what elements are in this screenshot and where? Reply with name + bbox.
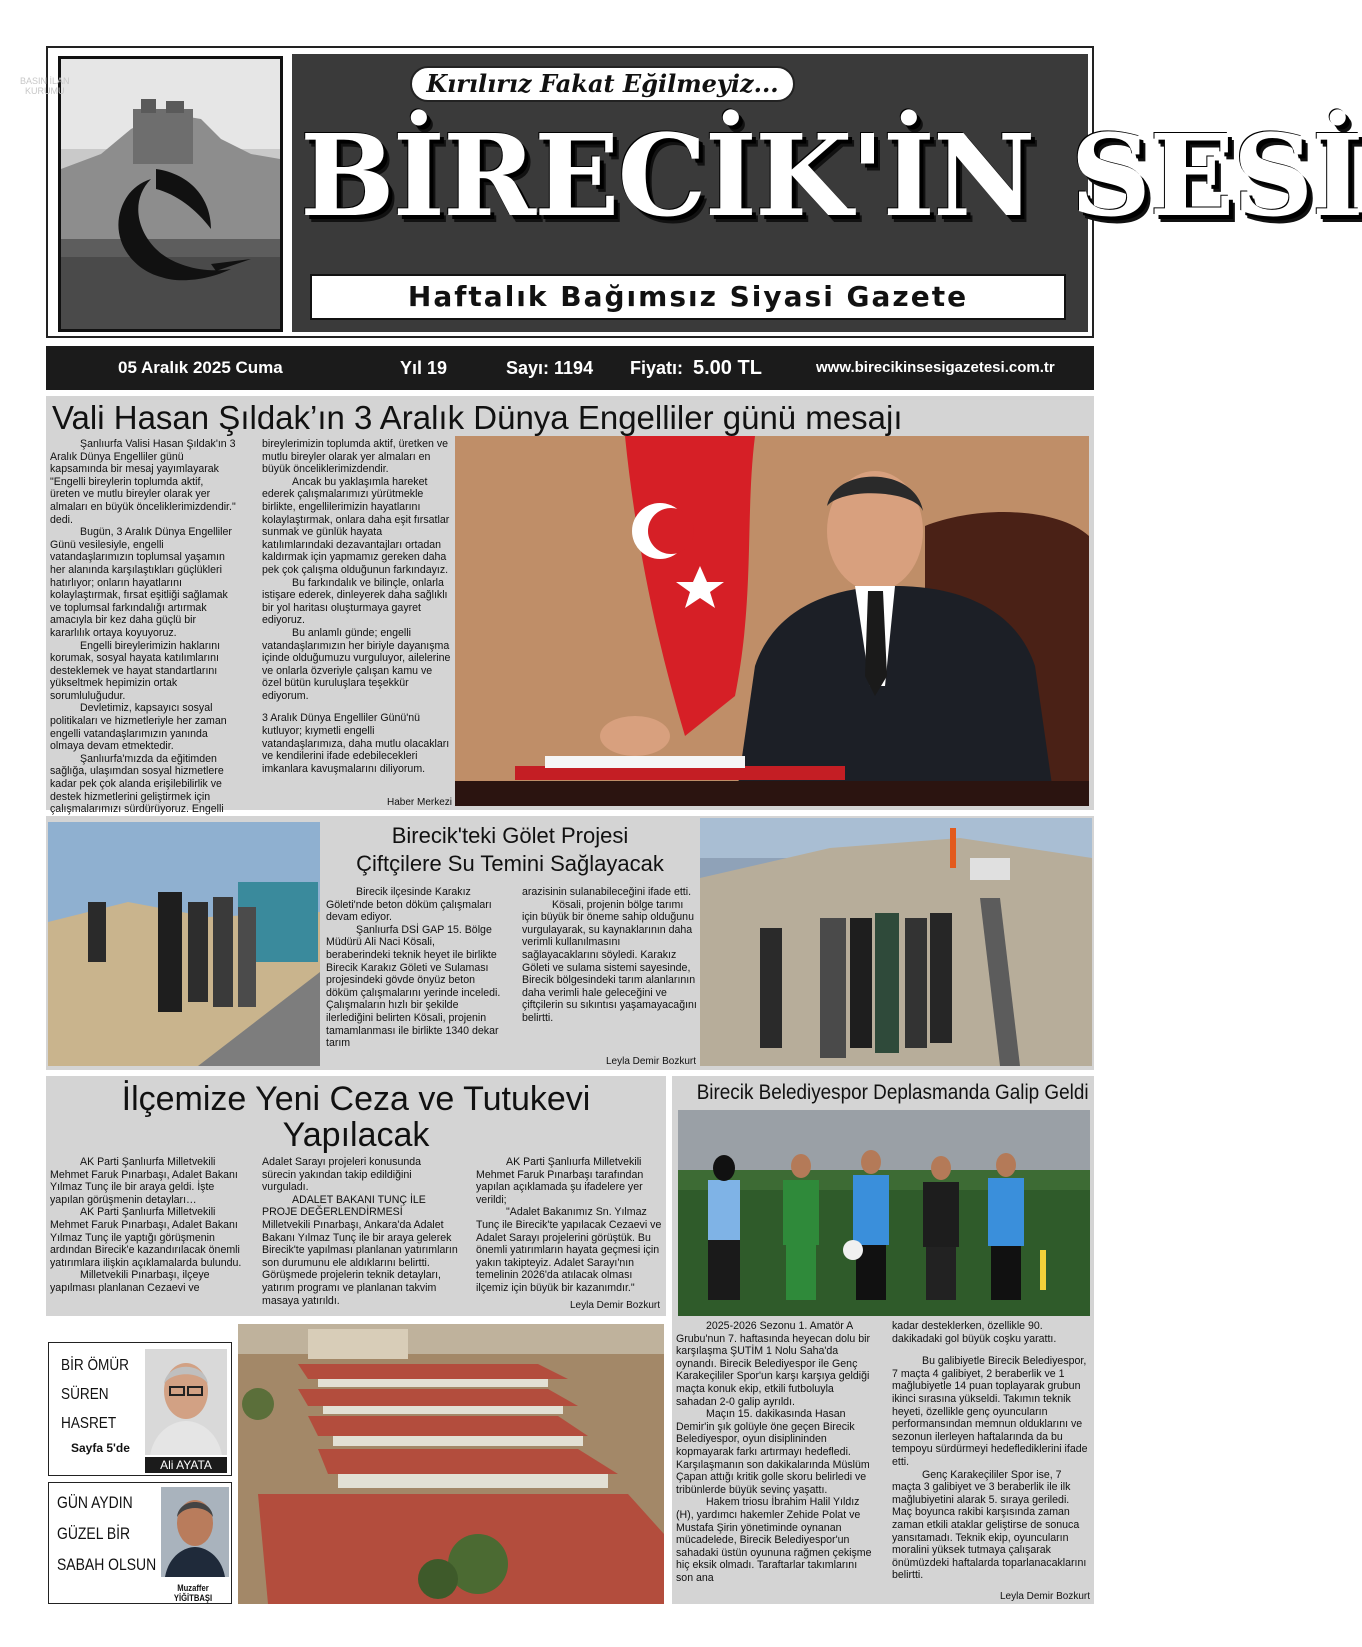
- masthead-logo-photo: [58, 56, 283, 332]
- paragraph: Şanlıurfa Valisi Hasan Şıldak'ın 3 Aralık Dünya Engelliler günü kapsamında bir mesaj yayımlayarak "Engelli bireylerin toplumda aktif, üreten ve mutlu bireyler olarak yer almaları en büyük önceliklerimizdendir." dedi.: [50, 438, 236, 526]
- article-governor-column-1: [50, 438, 236, 816]
- columnist-ayata-name: Ali AYATA: [145, 1457, 227, 1473]
- columnist-yigitbasi-avatar: [161, 1487, 229, 1577]
- masthead-slogan: Kırılırız Fakat Eğilmeyiz...: [410, 66, 795, 102]
- aerial-campus-illustration: [238, 1324, 664, 1604]
- paragraph: Birecik ilçesinde Karakız Göleti'nde beton döküm çalışmaları devam ediyor.: [326, 886, 492, 924]
- paragraph: Milletvekili Pınarbaşı, Ankara'da Adalet Bakanı Yılmaz Tunç ile bir araya gelerek Birecik'te yapılması planlanan yatırımların son durumunu ele aldıklarını belirtti. Görüşmede projelerin teknik detayları, yatırım programı ve planlanan takvim masaya yatırıldı.: [262, 1218, 458, 1307]
- paragraph: 2025-2026 Sezonu 1. Amatör A Grubu'nun 7. haftasında heyecan dolu bir karşılaşma ŞUTİM 1 Nolu Saha'da oynandı. Birecik Belediyespor ile Genç Karakeçililer Spor'un karşı karşıya geldiği maçta konuk ekip, etkili futboluyla sahadan 2-0 galip ayrıldı.: [676, 1320, 871, 1408]
- pond-construction-illustration: [700, 818, 1092, 1066]
- pond-visit-illustration: [48, 822, 320, 1066]
- article-prison-column-3: [476, 1156, 662, 1296]
- paragraph: Şanlıurfa DSİ GAP 15. Bölge Müdürü Ali Naci Kösali, beraberindeki teknik heyet ile birlikte Birecik Karakız Göleti ve Sulaması projesindeki gövde önyüz beton döküm çalışmalarını yerinde inceledi. Çalışmaların hızlı bir şekilde ilerlediğini belirten Kösali, projenin tamamlanması ile birlikte 1340 dekar tarım: [326, 923, 501, 1050]
- governor-portrait-illustration: [455, 436, 1089, 806]
- paragraph: AK Parti Şanlıurfa Milletvekili Mehmet Faruk Pınarbaşı tarafından yapılan açıklamada şu ifadelere yer verildi;: [476, 1156, 644, 1206]
- castle-stork-illustration: [61, 59, 280, 329]
- article-pond-column-2: [522, 886, 698, 1052]
- article-governor-headline: Vali Hasan Şıldak’ın 3 Aralık Dünya Engelliler günü mesajı: [52, 399, 903, 436]
- paragraph: AK Parti Şanlıurfa Milletvekili Mehmet Faruk Pınarbaşı, Adalet Bakanı Yılmaz Tunç ile bir araya geldi. İşte yapılan görüşmenin detayları…: [50, 1156, 238, 1206]
- article-prison-headline-2: Yapılacak: [282, 1116, 430, 1154]
- title-line: BİR ÖMÜR: [61, 1357, 129, 1374]
- columnist-yigitbasi-title: [57, 1487, 156, 1580]
- issue-price: 5.00 TL: [693, 357, 762, 379]
- article-prison-column-1: [50, 1156, 246, 1312]
- paragraph: AK Parti Şanlıurfa Milletvekili Mehmet Faruk Pınarbaşı, Adalet Bakanı Yılmaz Tunç ile yaptığı görüşmenin ardından Birecik'e kazandırılacak önemli yatırımlara ilişkin açıklamalarda bulundu.: [50, 1206, 242, 1269]
- paragraph: kadar desteklerken, özellikle 90. dakikadaki gol büyük coşku yarattı.: [892, 1320, 1057, 1345]
- paragraph: Kösali, projenin bölge tarımı için büyük bir öneme sahip olduğunu vurgulayarak, su kaynaklarının daha verimli kullanılmasını sağlayacaklarını söyledi. Karakız Göleti ve sulama sistemi sayesinde, Birecik bölgesindeki tarım alanlarının daha verimli hale geleceğini ve çiftçilerin su sıkıntısı yaşamayacağını belirtti.: [522, 898, 697, 1024]
- title-line: SABAH OLSUN: [57, 1555, 157, 1574]
- pond-visit-photo-left: [48, 822, 320, 1066]
- avatar-illustration: [145, 1349, 227, 1455]
- paragraph: Bu galibiyetle Birecik Belediyespor, 7 maçta 4 galibiyet, 2 beraberlik ve 1 mağlubiyetle 14 puan toplayarak grubun ikinci sırasına yükseldi. Takımın teknik heyeti, özellikle genç oyuncuların performansından memnun olduklarını ve sezonun ilerleyen haftalarında da bu tempoyu sürdürmeyi hedeflediklerini ifade etti.: [892, 1355, 1088, 1468]
- article-pond-column-1: [326, 886, 502, 1068]
- article-sport-byline: Leyla Demir Bozkurt: [999, 1591, 1090, 1602]
- paragraph: Genç Karakeçililer Spor ise, 7 maçta 3 galibiyet ve 3 beraberlik ile ilk mağlubiyetini alarak 5. sıraya geriledi. Maç boyunca rakibi karşısında zaman zaman etkili ataklar geliştirse de sonuca yansıtamadı. Teknik ekip, oyuncuların moralini yüksek tutmaya çalışarak önümüzdeki haftalarda toparlanacaklarını belirtti.: [892, 1468, 1087, 1582]
- paragraph: Bu farkındalık ve bilinçle, onlarla istişare ederek, dinleyerek daha sağlıklı bir yol haritası oluşturmaya gayret ediyoruz.: [262, 576, 448, 627]
- paragraph: 3 Aralık Dünya Engelliler Günü'nü kutluyor; kıymetli engelli vatandaşlarımıza, daha mutlu olacakları ve kendilerini ifade edebilecekleri imkanlara kavuşmalarını diliyorum.: [262, 712, 450, 775]
- article-prison-byline: Leyla Demir Bozkurt: [569, 1300, 660, 1311]
- columnist-box-ayata[interactable]: [48, 1342, 232, 1476]
- newspaper-name: BİRECİK'İN SESİ: [300, 111, 1362, 242]
- columnist-ayata-page-ref: Sayfa 5'de: [71, 1441, 130, 1455]
- issue-year: Yıl 19: [400, 358, 448, 378]
- article-pond-headline-1: Birecik'teki Gölet Projesi: [391, 823, 629, 848]
- watermark-line: BASIN İLAN: [20, 76, 70, 86]
- paragraph: Devletimiz, kapsayıcı sosyal politikaları ve hizmetleriyle her zaman engelli vatandaşlarımızın yanında olmaya devam etmektedir.: [50, 702, 227, 753]
- paragraph: Engelli bireylerimizin haklarını korumak, sosyal hayata katılımlarını desteklemek ve hayat standartlarını yükseltmek hepimizin ortak sorumluluğudur.: [50, 639, 221, 702]
- issue-number: Sayı: 1194: [506, 358, 594, 378]
- paragraph: "Adalet Bakanımız Sn. Yılmaz Tunç ile Birecik'te yapılacak Cezaevi ve Adalet Sarayı projelerini görüştük. Bu önemli yatırımların hayata geçmesi için yakın takipteyiz. Adalet Sarayı'nın temelinin 2026'da atılacak olması ilçemiz için büyük bir kazanımdır.": [476, 1206, 662, 1294]
- watermark-line: KURUMU: [25, 86, 65, 96]
- team-photo: [678, 1110, 1090, 1316]
- paragraph: Şanlıurfa'mızda da eğitimden sağlığa, ulaşımdan sosyal hizmetlere kadar pek çok alanda erişilebilirlik ve destek hizmetlerini geliştirmek için çalışmalarımızı sürdürüyoruz. Engelli: [50, 752, 224, 816]
- masthead-tagline: Haftalık Bağımsız Siyasi Gazete: [310, 274, 1066, 320]
- title-line: GÜZEL BİR: [57, 1524, 131, 1543]
- price-label: Fiyatı:: [630, 358, 684, 378]
- article-pond-byline: Leyla Demir Bozkurt: [605, 1056, 696, 1067]
- columnist-yigitbasi-name: Muzaffer YİĞİTBAŞI: [173, 1583, 213, 1603]
- paragraph: Milletvekili Pınarbaşı, ilçeye yapılması planlanan Cezaevi ve: [50, 1269, 210, 1294]
- avatar-illustration: [161, 1487, 229, 1577]
- website-link[interactable]: www.birecikinsesigazetesi.com.tr: [816, 359, 1055, 376]
- article-governor-byline: Haber Merkezi: [386, 797, 452, 808]
- paragraph: Bu anlamlı günde; engelli vatandaşlarımızın her biriyle dayanışma içinde olduğumuzu vurguluyor, ailelerine ve onlarla özveriyle çalışan kamu ve özel bütün kuruluşlara teşekkür ediyorum.: [262, 626, 451, 702]
- columnist-box-yigitbasi[interactable]: [48, 1482, 232, 1604]
- article-sport-column-2: [892, 1320, 1090, 1588]
- paragraph: arazisinin sulanabileceğini ifade etti.: [522, 886, 692, 898]
- paragraph: ADALET BAKANI TUNÇ İLE PROJE DEĞERLENDİRMESİ: [262, 1193, 426, 1219]
- article-prison-headline-1: İlçemize Yeni Ceza ve Tutukevi: [121, 1080, 591, 1118]
- issue-date: 05 Aralık 2025 Cuma: [118, 358, 283, 377]
- article-pond-headline-2: Çiftçilere Su Temini Sağlayacak: [356, 851, 664, 876]
- paragraph: Hakem triosu İbrahim Halil Yıldız (H), yardımcı hakemler Zehide Polat ve Mustafa Şirin yönetiminde oynanan mücadelede, Birecik Belediyespor'un sahadaki üstün oyununa rağmen çekişme hiç eksik olmadı. Taraftarlar takımlarını son ana: [676, 1496, 872, 1584]
- watermark: [20, 76, 70, 96]
- columnist-ayata-avatar: [145, 1349, 227, 1455]
- article-sport-column-1: [676, 1320, 876, 1604]
- columnist-ayata-title: [61, 1351, 129, 1438]
- paragraph: Bugün, 3 Aralık Dünya Engelliler Günü vesilesiyle, engelli vatandaşlarımızın toplumsal yaşamın her alanında karşılaştıkları güçlükleri hatırlıyor; onların hayatlarını kolaylaştırmak, fırsat eşitliği sağlamak ve toplumsal farkındalığı artırmak amacıyla bir kez daha güçlü bir kararlılık ortaya koyuyoruz.: [50, 526, 232, 639]
- issue-info-bar: [46, 346, 1094, 390]
- title-line: HASRET: [61, 1415, 117, 1432]
- team-photo-illustration: [678, 1110, 1090, 1316]
- article-sport-headline: Birecik Belediyespor Deplasmanda Galip Geldi: [696, 1081, 1089, 1104]
- title-line: GÜN AYDIN: [57, 1493, 133, 1512]
- prison-aerial-photo: [238, 1324, 664, 1604]
- paragraph: Adalet Sarayı projeleri konusunda sürecin yakından takip edildiğini vurguladı.: [262, 1156, 422, 1194]
- paragraph: bireylerimizin toplumda aktif, üretken ve mutlu bireyler olarak yer almaları en büyük önceliklerimizdendir.: [262, 438, 449, 476]
- paragraph: Maçın 15. dakikasında Hasan Demir'in şık golüyle öne geçen Birecik Belediyespor, oyun disiplininden kopmayarak farkı artırmayı hedefledi. Karşılaşmanın son dakikalarında Müslüm Çapan attığı kritik golle skoru belirledi ve tribünlerde büyük sevinç yaşattı.: [676, 1408, 870, 1496]
- article-governor-column-2: [262, 438, 452, 796]
- title-line: SÜREN: [61, 1386, 109, 1403]
- paragraph: Ancak bu yaklaşımla hareket ederek çalışmalarımızı yürütmekle birlikte, engellilerimizin hayatlarını kolaylaştırmak, onlara daha eşit fırsatlar sunmak ve günlük hayata katılımlarındaki dezavantajları ortadan kaldırmak için yapmamız gereken daha pek çok çalışma olduğunun farkındayız.: [262, 475, 450, 576]
- governor-photo: [455, 436, 1089, 806]
- pond-visit-photo-right: [700, 818, 1092, 1066]
- article-prison-column-2: [262, 1156, 458, 1312]
